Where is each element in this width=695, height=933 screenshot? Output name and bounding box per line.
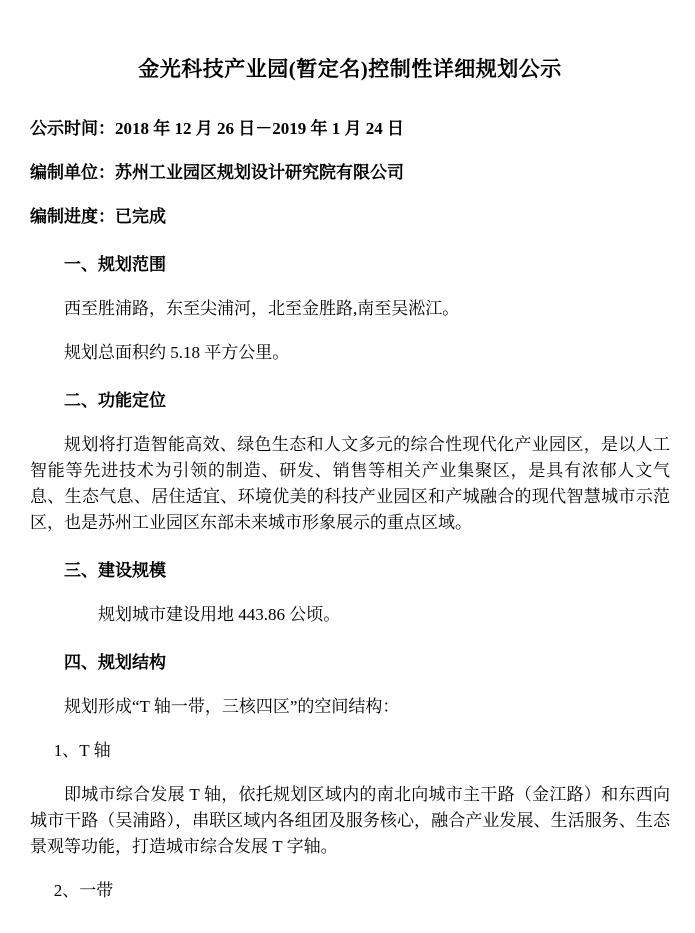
meta-value-compiling-unit: 苏州工业园区规划设计研究院有限公司	[115, 163, 404, 182]
meta-value-progress: 已完成	[115, 207, 166, 226]
heading-planning-structure: 四、规划结构	[64, 653, 166, 672]
para-construction-land: 规划城市建设用地 443.86 公顷。	[98, 605, 341, 624]
item-one-belt: 2、一带	[53, 881, 114, 900]
item-t-axis: 1、T 轴	[53, 741, 111, 760]
heading-planning-scope: 一、规划范围	[64, 255, 166, 274]
para-total-area: 规划总面积约 5.18 平方公里。	[64, 343, 290, 362]
document-title: 金光科技产业园(暂定名)控制性详细规划公示	[138, 57, 562, 81]
meta-line-progress	[30, 204, 670, 230]
para-t-axis-description: 即城市综合发展 T 轴，依托规划区域内的南北向城市主干路（金江路）和东西向城市干路（吴浦路），串联区域内各组团及服务核心，融合产业发展、生活服务、生态景观等功能，打造城市综合发展 T 字轴。	[30, 785, 670, 856]
heading-construction-scale: 三、建设规模	[64, 561, 166, 580]
para-boundaries: 西至胜浦路，东至尖浦河，北至金胜路,南至吴淞江。	[64, 299, 460, 318]
meta-label-progress: 编制进度：	[30, 207, 115, 226]
meta-line-compiling-unit	[30, 160, 670, 186]
meta-label-publicity-time: 公示时间：	[30, 119, 115, 138]
meta-line-publicity-time	[30, 116, 670, 142]
meta-label-compiling-unit: 编制单位：	[30, 163, 115, 182]
para-function-description: 规划将打造智能高效、绿色生态和人文多元的综合性现代化产业园区，是以人工智能等先进技术为引领的制造、研发、销售等相关产业集聚区，是具有浓郁人文气息、生态气息、居住适宜、环境优美的科技产业园区和产城融合的现代智慧城市示范区，也是苏州工业园区东部未来城市形象展示的重点区域。	[30, 435, 670, 532]
para-spatial-structure: 规划形成“T 轴一带，三核四区”的空间结构：	[64, 697, 400, 716]
heading-function-positioning: 二、功能定位	[64, 391, 166, 410]
meta-value-publicity-time: 2018 年 12 月 26 日－2019 年 1 月 24 日	[115, 119, 404, 138]
